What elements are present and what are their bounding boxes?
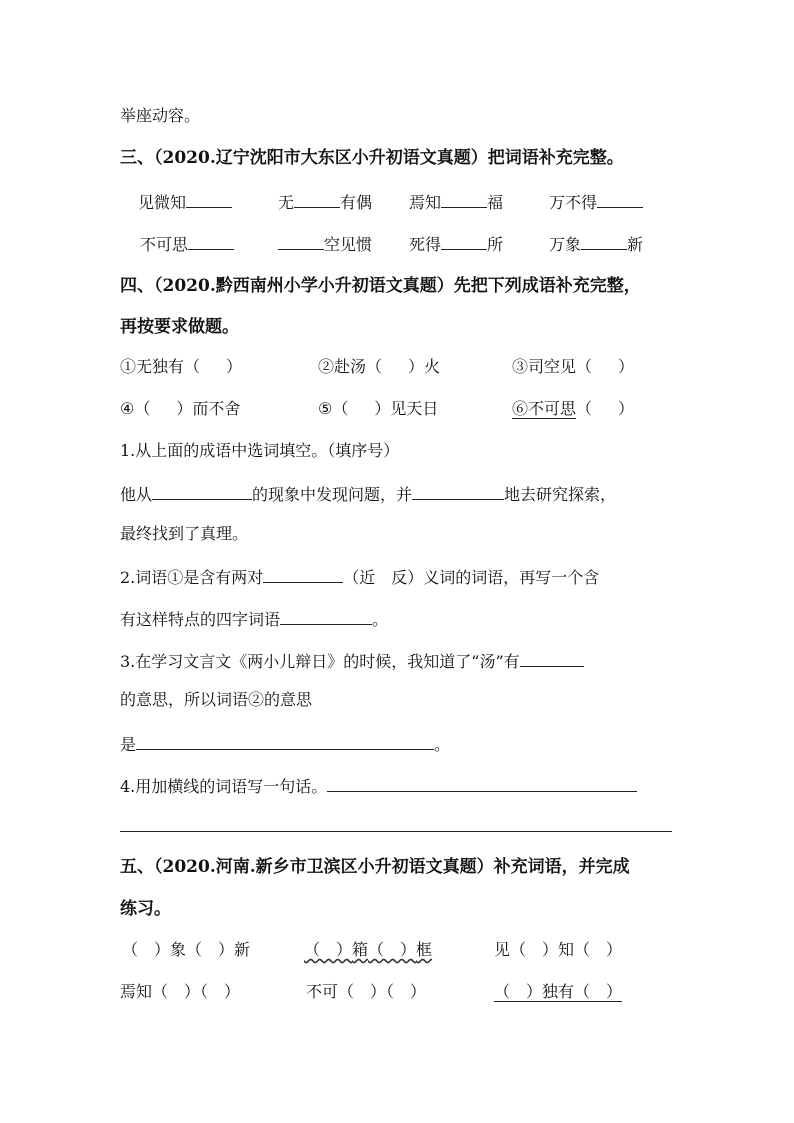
s5-word-wavy: （ ）箱（ ）框 xyxy=(304,940,433,959)
s5-word: 见（ ）知（ ） xyxy=(494,940,623,959)
idiom-item: ③司空见（ ） xyxy=(512,357,635,376)
fill-blank[interactable] xyxy=(520,650,584,667)
fill-blank[interactable] xyxy=(263,566,343,583)
question-3-answer: 是 。 xyxy=(120,735,451,754)
fill-blank[interactable] xyxy=(186,191,232,208)
idiom-item: ④（ ）而不舍 xyxy=(120,399,241,418)
s3-item: 死得 所 xyxy=(409,235,504,254)
question-2: 2.词语①是含有两对 （近 反）义词的词语，再写一个含 xyxy=(120,568,600,587)
idiom-item-underlined: ⑥不可思（ ） xyxy=(512,399,635,418)
fill-blank[interactable] xyxy=(581,233,627,250)
section-4-heading: 四、（2020.黔西南州小学小升初语文真题）先把下列成语补充完整， xyxy=(120,276,641,296)
idiom-item: ⑤（ ）见天日 xyxy=(318,399,439,418)
fill-blank[interactable] xyxy=(597,191,643,208)
idiom-item: ②赴汤（ ）火 xyxy=(318,357,441,376)
fill-blank[interactable] xyxy=(136,733,434,750)
s3-item: 万不得 xyxy=(549,191,643,213)
s5-word: 焉知（ ）（ ） xyxy=(120,982,241,1001)
fill-blank[interactable] xyxy=(412,483,504,500)
fill-blank[interactable] xyxy=(327,775,637,792)
section-4-heading-cont: 再按要求做题。 xyxy=(120,317,239,337)
fill-blank[interactable] xyxy=(294,191,340,208)
q1-sentence: 他从 的现象中发现问题，并 地去研究探索， xyxy=(120,485,617,504)
question-3: 3.在学习文言文《两小儿辩日》的时候，我知道了“汤”有 xyxy=(120,650,584,672)
s3-item: 不可思 xyxy=(140,233,234,255)
s3-item: 焉知 福 xyxy=(409,193,504,212)
continuation-text: 举座动容。 xyxy=(120,106,201,125)
fill-blank[interactable] xyxy=(152,483,252,500)
fill-blank[interactable] xyxy=(280,608,372,625)
s3-item: 见微知 xyxy=(138,191,232,213)
question-1: 1.从上面的成语中选词填空。（填序号） xyxy=(120,441,400,460)
fill-blank[interactable] xyxy=(441,191,487,208)
fill-blank[interactable] xyxy=(188,233,234,250)
s3-item: 空见惯 xyxy=(278,233,372,255)
q1-sentence-end: 最终找到了真理。 xyxy=(120,524,249,543)
s5-word: （ ）象（ ）新 xyxy=(122,940,251,959)
section-5-heading-cont: 练习。 xyxy=(120,899,171,919)
fill-blank[interactable] xyxy=(278,233,324,250)
s3-item: 无 有偶 xyxy=(278,193,373,212)
question-2-cont: 有这样特点的四字词语 。 xyxy=(120,610,389,629)
answer-line[interactable] xyxy=(120,831,672,832)
section-5-heading: 五、（2020.河南.新乡市卫滨区小升初语文真题）补充词语，并完成 xyxy=(120,857,630,877)
s5-word-underlined: （ ）独有（ ） xyxy=(494,982,623,1001)
question-3-cont: 的意思，所以词语②的意思 xyxy=(120,690,313,709)
s3-item: 万象 新 xyxy=(549,235,644,254)
question-4: 4.用加横线的词语写一句话。 xyxy=(120,775,637,797)
idiom-item: ①无独有（ ） xyxy=(120,357,243,376)
fill-blank[interactable] xyxy=(441,233,487,250)
s5-word: 不可（ ）（ ） xyxy=(306,982,427,1001)
section-3-heading: 三、（2020.辽宁沈阳市大东区小升初语文真题）把词语补充完整。 xyxy=(120,148,624,168)
